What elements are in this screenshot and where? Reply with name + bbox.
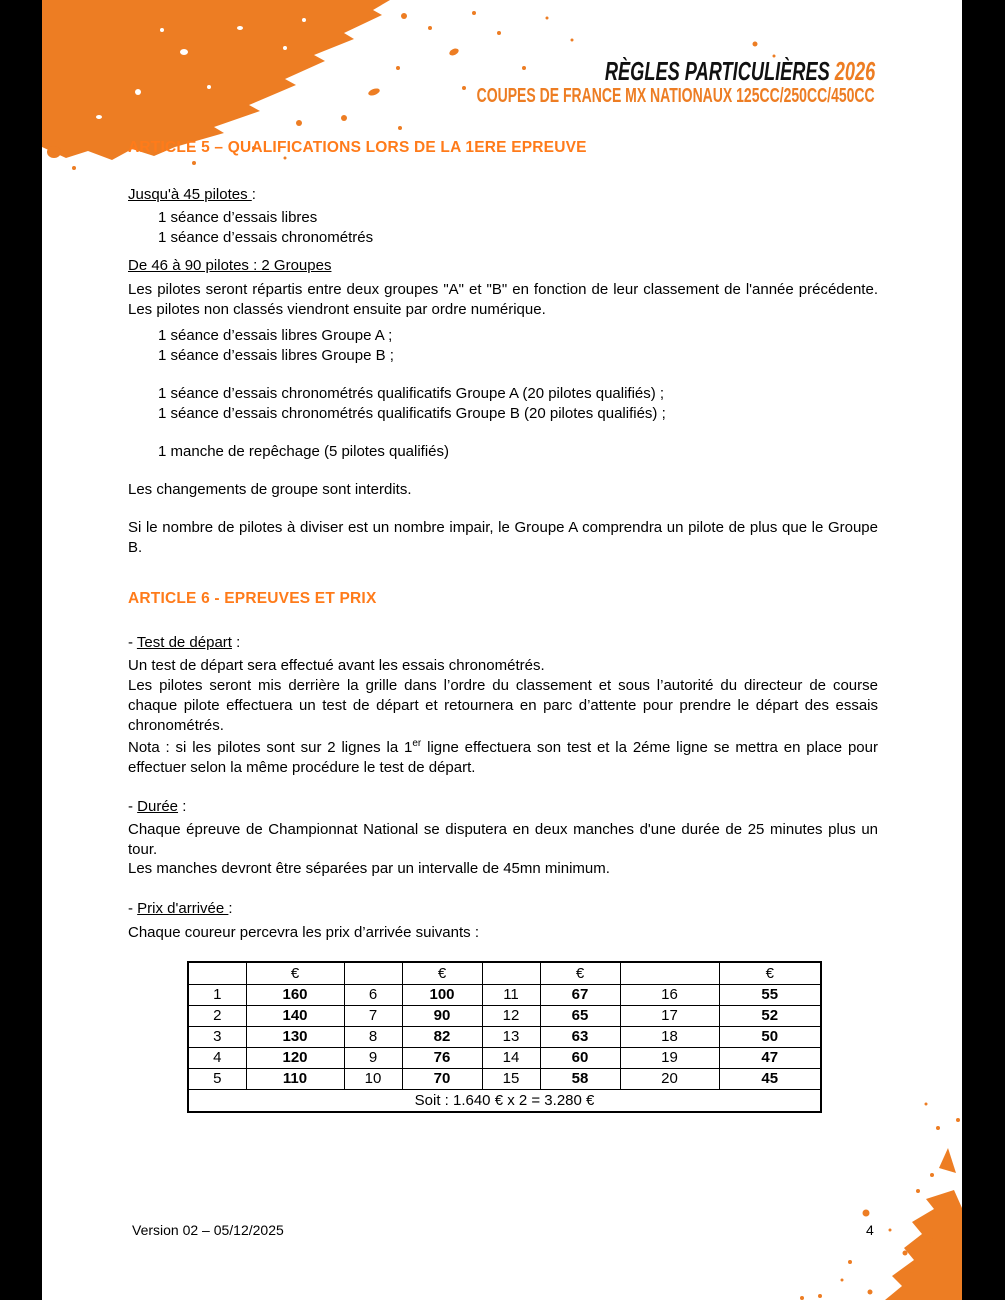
document-page [42, 0, 962, 1300]
amount-cell: 130 [246, 1026, 344, 1047]
position-cell: 14 [482, 1047, 540, 1068]
position-cell: 13 [482, 1026, 540, 1047]
amount-cell: 60 [540, 1047, 620, 1068]
position-cell: 6 [344, 984, 402, 1005]
prix-arrivee-title-underlined: Prix d'arrivée [137, 900, 229, 917]
table-cell [188, 962, 246, 984]
prize-table [187, 961, 822, 1113]
duree-paragraph1: Chaque épreuve de Championnat National se disputera en deux manches d'une durée de 25 minutes plus un tour. [128, 821, 878, 858]
amount-cell: 50 [719, 1026, 821, 1047]
amount-cell: 70 [402, 1068, 482, 1089]
amount-cell: 58 [540, 1068, 620, 1089]
table-cell [344, 962, 402, 984]
amount-cell: 63 [540, 1026, 620, 1047]
amount-cell: 45 [719, 1068, 821, 1089]
prize-table-row [188, 1005, 821, 1026]
duree-title: - Durée : [128, 798, 187, 815]
position-cell: 2 [188, 1005, 246, 1026]
list-item: 1 séance d’essais chronométrés qualificatifs Groupe A (20 pilotes qualifiés) ; [158, 385, 665, 402]
position-cell: 19 [620, 1047, 719, 1068]
article5-until45-title: Jusqu'à 45 pilotes : [128, 186, 256, 203]
document-title-year: 2026 [834, 56, 875, 86]
prize-table-row [188, 1068, 821, 1089]
position-cell: 4 [188, 1047, 246, 1068]
prize-table-row [188, 1026, 821, 1047]
euro-header-cell: € [402, 962, 482, 984]
article5-odd-number-paragraph: Si le nombre de pilotes à diviser est un nombre impair, le Groupe A comprendra un pilote de plus que le Groupe B. [128, 519, 878, 556]
position-cell: 3 [188, 1026, 246, 1047]
prize-table-total-row [188, 1089, 821, 1112]
position-cell: 1 [188, 984, 246, 1005]
document-title-text: RÈGLES PARTICULIÈRES [604, 56, 830, 86]
amount-cell: 120 [246, 1047, 344, 1068]
euro-header-cell: € [246, 962, 344, 984]
total-cell: Soit : 1.640 € x 2 = 3.280 € [188, 1089, 821, 1112]
paint-splash-bottom-right-decoration [602, 1080, 962, 1300]
amount-cell: 160 [246, 984, 344, 1005]
prize-table-header-row [188, 962, 821, 984]
amount-cell: 110 [246, 1068, 344, 1089]
position-cell: 5 [188, 1068, 246, 1089]
position-cell: 20 [620, 1068, 719, 1089]
nota-paragraph [128, 738, 878, 778]
position-cell: 9 [344, 1047, 402, 1068]
article5-heading: ARTICLE 5 – QUALIFICATIONS LORS DE LA 1ERE EPREUVE [128, 139, 587, 156]
prize-table-row [188, 984, 821, 1005]
article5-groups-paragraph: Les pilotes seront répartis entre deux groupes "A" et "B" en fonction de leur classement de l'année précédente. Les pilotes non classés viendront ensuite par ordre numérique. [128, 281, 878, 318]
position-cell: 15 [482, 1068, 540, 1089]
timed-practice-list [158, 384, 878, 424]
amount-cell: 65 [540, 1005, 620, 1026]
repechage-item: 1 manche de repêchage (5 pilotes qualifiés) [158, 443, 450, 460]
article5-no-change-paragraph: Les changements de groupe sont interdits. [128, 481, 412, 498]
position-cell: 8 [344, 1026, 402, 1047]
position-cell: 7 [344, 1005, 402, 1026]
nota-text-post: ligne effectuera son test et la 2éme ligne se mettra en place pour effectuer selon la même procédure le test de départ. [128, 739, 878, 776]
duree-title-underlined: Durée [137, 798, 179, 815]
list-item: 1 séance d’essais chronométrés qualificatifs Groupe B (20 pilotes qualifiés) ; [158, 405, 666, 422]
amount-cell: 76 [402, 1047, 482, 1068]
amount-cell: 47 [719, 1047, 821, 1068]
amount-cell: 90 [402, 1005, 482, 1026]
list-item: 1 séance d’essais libres Groupe B ; [158, 347, 394, 364]
table-cell [482, 962, 540, 984]
test-depart-title-underlined: Test de départ [136, 634, 232, 651]
test-depart-paragraph2: Les pilotes seront mis derrière la grille dans l’ordre du classement et sous l’autorité du directeur de course chaque pilote effectuera un test de départ et retournera en parc d’attente pour prendre le départ des essais chronométrés. [128, 677, 878, 734]
position-cell: 11 [482, 984, 540, 1005]
prix-arrivee-title: - Prix d'arrivée : [128, 900, 233, 917]
amount-cell: 100 [402, 984, 482, 1005]
amount-cell: 55 [719, 984, 821, 1005]
test-depart-paragraph1: Un test de départ sera effectué avant les essais chronométrés. [128, 657, 545, 674]
list-item: 1 séance d’essais chronométrés [158, 229, 374, 246]
test-depart-title: - Test de départ : [128, 634, 241, 651]
document-title [605, 56, 875, 87]
position-cell: 12 [482, 1005, 540, 1026]
document-subtitle: COUPES DE FRANCE MX NATIONAUX 125CC/250CC/450CC [476, 85, 875, 107]
nota-text-pre: Nota : si les pilotes sont sur 2 lignes la 1 [128, 739, 413, 756]
list-item: 1 séance d’essais libres Groupe A ; [158, 327, 393, 344]
article6-heading: ARTICLE 6 - EPREUVES ET PRIX [128, 590, 377, 607]
free-practice-list [158, 326, 878, 366]
position-cell: 18 [620, 1026, 719, 1047]
prix-arrivee-paragraph: Chaque coureur percevra les prix d’arrivée suivants : [128, 924, 479, 941]
article5-groups-title: De 46 à 90 pilotes : 2 Groupes [128, 257, 332, 274]
footer-version: Version 02 – 05/12/2025 [132, 1222, 284, 1238]
amount-cell: 140 [246, 1005, 344, 1026]
table-cell [620, 962, 719, 984]
amount-cell: 52 [719, 1005, 821, 1026]
amount-cell: 67 [540, 984, 620, 1005]
until45-title-underlined: Jusqu'à 45 pilotes [128, 186, 252, 203]
position-cell: 10 [344, 1068, 402, 1089]
euro-header-cell: € [719, 962, 821, 984]
nota-superscript: er [412, 738, 422, 749]
amount-cell: 82 [402, 1026, 482, 1047]
position-cell: 17 [620, 1005, 719, 1026]
footer-page-number: 4 [866, 1222, 874, 1238]
prize-table-row [188, 1047, 821, 1068]
duree-paragraph2: Les manches devront être séparées par un intervalle de 45mn minimum. [128, 860, 610, 877]
euro-header-cell: € [540, 962, 620, 984]
until45-list [158, 208, 878, 248]
position-cell: 16 [620, 984, 719, 1005]
list-item: 1 séance d’essais libres [158, 209, 318, 226]
